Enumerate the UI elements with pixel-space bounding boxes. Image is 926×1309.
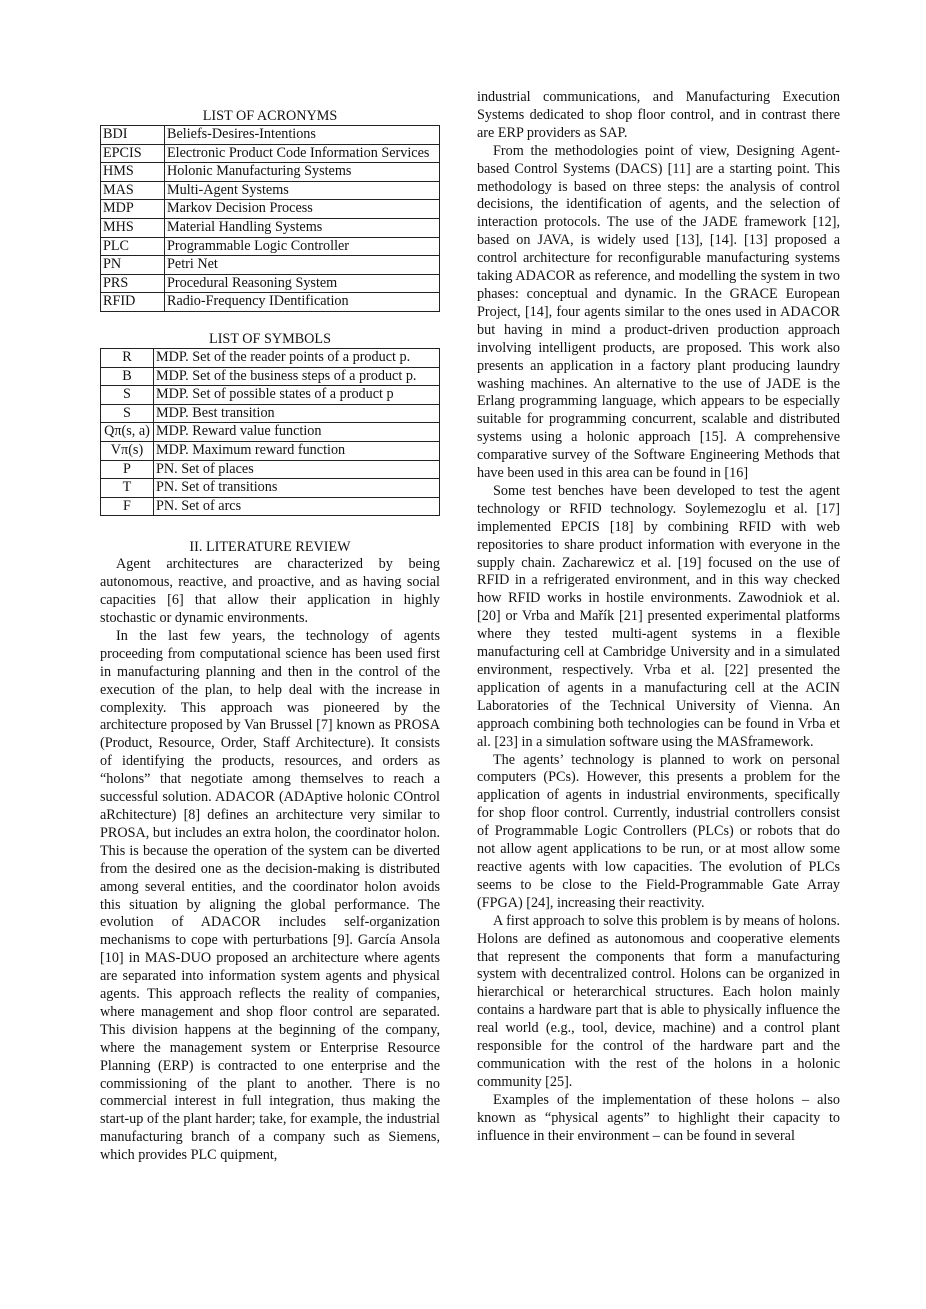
acronym-row-value: Programmable Logic Controller: [165, 237, 440, 256]
symbol-row-key: F: [101, 497, 154, 516]
symbol-row: [101, 367, 440, 386]
acronym-row-value: Procedural Reasoning System: [165, 274, 440, 293]
symbols-table: [100, 348, 440, 516]
acronym-row-value: Multi-Agent Systems: [165, 181, 440, 200]
acronym-row-key: MDP: [101, 200, 165, 219]
symbols-heading: LIST OF SYMBOLS: [209, 330, 331, 347]
symbol-row: [101, 479, 440, 498]
acronym-row: [101, 126, 440, 145]
acronyms-heading: LIST OF ACRONYMS: [202, 108, 338, 124]
acronym-row-key: MHS: [101, 218, 165, 237]
acronym-row-value: Petri Net: [165, 256, 440, 275]
left-body-text: [100, 556, 440, 1165]
symbol-row-value: MDP. Set of possible states of a product p: [154, 386, 440, 405]
symbol-row-key: Qπ(s, a): [101, 423, 154, 442]
acronyms-table: [100, 125, 440, 312]
acronym-row-key: BDI: [101, 126, 165, 145]
symbol-row: [101, 497, 440, 516]
symbol-row-key: P: [101, 460, 154, 479]
acronym-row-value: Material Handling Systems: [165, 218, 440, 237]
paragraph: In the last few years, the technology of agents proceeding from computational science has been used first in manufacturing planning and then in the control of the execution of the plan, to help deal with the increase in complexity. This approach was pioneered by the architecture proposed by Van Brussel [7] known as PROSA (Product, Resource, Order, Staff Architecture). It consists of identifying the products, resources, and orders as “holons” that negotiate among themselves to reach a successful solution. ADACOR (ADAptive holonic COntrol aRchitecture) [8] defines an architecture very similar to PROSA, but includes an extra holon, the coordinator holon. This is because the operation of the system can be diverted from the desired one as the decision-making is distributed among several entities, and the coordinator holon avoids this situation by aligning the global performance. The evolution of ADACOR includes self-organization mechanisms to cope with perturbations [9]. García Ansola [10] in MAS-DUO proposed an architecture where agents are separated into information system agents and physical agents. This approach reflects the reality of companies, where management and shop floor control are separated. This division happens at the beginning of the company, where the management system or Enterprise Resource Planning (ERP) is contracted to one enterprise and the commissioning of the plant to another. There is no commercial interest in full integration, thus making the start-up of the plant harder; take, for example, the industrial manufacturing branch of a company such as Siemens, which provides PLC quipment,: [100, 627, 440, 1164]
acronym-row: [101, 218, 440, 237]
acronym-row: [101, 144, 440, 163]
symbol-row-value: PN. Set of transitions: [154, 479, 440, 498]
acronym-row-key: PRS: [101, 274, 165, 293]
symbol-row-key: S: [101, 404, 154, 423]
acronym-row-key: EPCIS: [101, 144, 165, 163]
symbol-row-value: MDP. Set of the reader points of a product p.: [154, 348, 440, 367]
acronym-row: [101, 200, 440, 219]
symbol-row-key: T: [101, 479, 154, 498]
right-body-text: [477, 89, 840, 1145]
symbol-row: [101, 404, 440, 423]
symbol-row-value: MDP. Reward value function: [154, 423, 440, 442]
symbol-row-key: R: [101, 348, 154, 367]
acronym-row-value: Electronic Product Code Information Services: [165, 144, 440, 163]
symbol-row: [101, 423, 440, 442]
symbol-row: [101, 460, 440, 479]
symbol-row-key: S: [101, 386, 154, 405]
section-heading: II. LITERATURE REVIEW: [189, 539, 351, 556]
symbol-row-value: MDP. Set of the business steps of a product p.: [154, 367, 440, 386]
symbol-row-value: MDP. Best transition: [154, 404, 440, 423]
paragraph: Examples of the implementation of these holons – also known as “physical agents” to highlight their capacity to influence in their environment – can be found in several: [477, 1091, 840, 1144]
symbol-row-key: Vπ(s): [101, 441, 154, 460]
acronym-row-key: MAS: [101, 181, 165, 200]
symbol-row: [101, 441, 440, 460]
acronym-row-key: PN: [101, 256, 165, 275]
acronym-row-key: PLC: [101, 237, 165, 256]
acronym-row: [101, 163, 440, 182]
paragraph: industrial communications, and Manufacturing Execution Systems dedicated to shop floor control, and in contrast there are ERP providers as SAP.: [477, 89, 840, 141]
right-column: [477, 89, 840, 1145]
acronym-row-key: HMS: [101, 163, 165, 182]
acronym-row: [101, 237, 440, 256]
symbol-row-key: B: [101, 367, 154, 386]
paragraph: The agents’ technology is planned to work on personal computers (PCs). However, this presents a problem for the application of agents in industrial environments, specifically for shop floor control. Currently, industrial controllers consist of Programmable Logic Controllers (PLCs) or robots that do not allow agent applications to be run, or at most allow some reactive agents with low capacities. The evolution of PLCs seems to be close to the Field-Programmable Gate Array (FPGA) [24], increasing their reactivity.: [477, 751, 840, 911]
acronym-row: [101, 293, 440, 312]
acronym-row-value: Radio-Frequency IDentification: [165, 293, 440, 312]
symbol-row-value: PN. Set of places: [154, 460, 440, 479]
symbol-row: [101, 348, 440, 367]
symbol-row: [101, 386, 440, 405]
paragraph: Some test benches have been developed to test the agent technology or RFID technology. Soylemezoglu et al. [17] implemented EPCIS [18] by combining RFID with web repositories to share product information with everyone in the supply chain. Zacharewicz et al. [19] focused on the use of RFID in a refrigerated environment, and in this way checked how RFID works in hostile environments. Zawodniok et al. [20] or Vrba and Mařík [21] presented experimental platforms where they tested multi-agent systems in a flexible manufacturing cell at Cambridge University and in a simulated environment, respectively. Vrba et al. [22] presented the application of agents in a manufacturing cell at the ACIN Laboratories of the Technical University of Vienna. An approach combining both technologies can be found in Vrba et al. [23] in a simulation software using the MASframework.: [477, 482, 840, 750]
acronym-row-key: RFID: [101, 293, 165, 312]
paragraph: A first approach to solve this problem is by means of holons. Holons are defined as autonomous and cooperative elements that represent the components that form a manufacturing system with decentralized control. Holons can be organized in hierarchical or heterarchical structures. Each holon mainly contains a hardware part that is able to physically influence the real world (e.g., tool, device, machine) and a control plant responsible for the control of the hardware part and the communication with the rest of the holons in a holonic community [25].: [477, 912, 840, 1090]
left-column: [100, 89, 440, 1165]
acronym-row: [101, 181, 440, 200]
acronym-row: [101, 256, 440, 275]
symbol-row-value: MDP. Maximum reward function: [154, 441, 440, 460]
paragraph: From the methodologies point of view, Designing Agent- based Control Systems (DACS) [11] are a starting point. This methodology is based on three steps: the analysis of control decisions, the identification of agents, and the selection of interaction protocols. The use of the JADE framework [12], based on JAVA, is widely used [13], [14]. [13] proposed a control architecture for reconfigurable manufacturing systems taking ADACOR as reference, and modelling the system in two phases: conceptual and dynamic. In the GRACE European Project, [14], four agents similar to the ones used in ADACOR but having in mind a product-driven production approach involving intelligent products, are proposed. This work also presents an application in a factory plant producing laundry washing machines. An alternative to the use of JADE is the Erlang programming language, which appears to be especially suitable for programming concurrent, scalable and distributed systems using a holonic approach [15]. A comprehensive comparative survey of the Software Engineering Methods that have been used in this area can be found in [16]: [477, 142, 840, 482]
acronym-row-value: Holonic Manufacturing Systems: [165, 163, 440, 182]
symbol-row-value: PN. Set of arcs: [154, 497, 440, 516]
acronym-row: [101, 274, 440, 293]
acronym-row-value: Markov Decision Process: [165, 200, 440, 219]
acronym-row-value: Beliefs-Desires-Intentions: [165, 126, 440, 145]
paragraph: Agent architectures are characterized by being autonomous, reactive, and proactive, and as having social capacities [6] that allow their application in highly stochastic or dynamic environments.: [100, 556, 440, 626]
